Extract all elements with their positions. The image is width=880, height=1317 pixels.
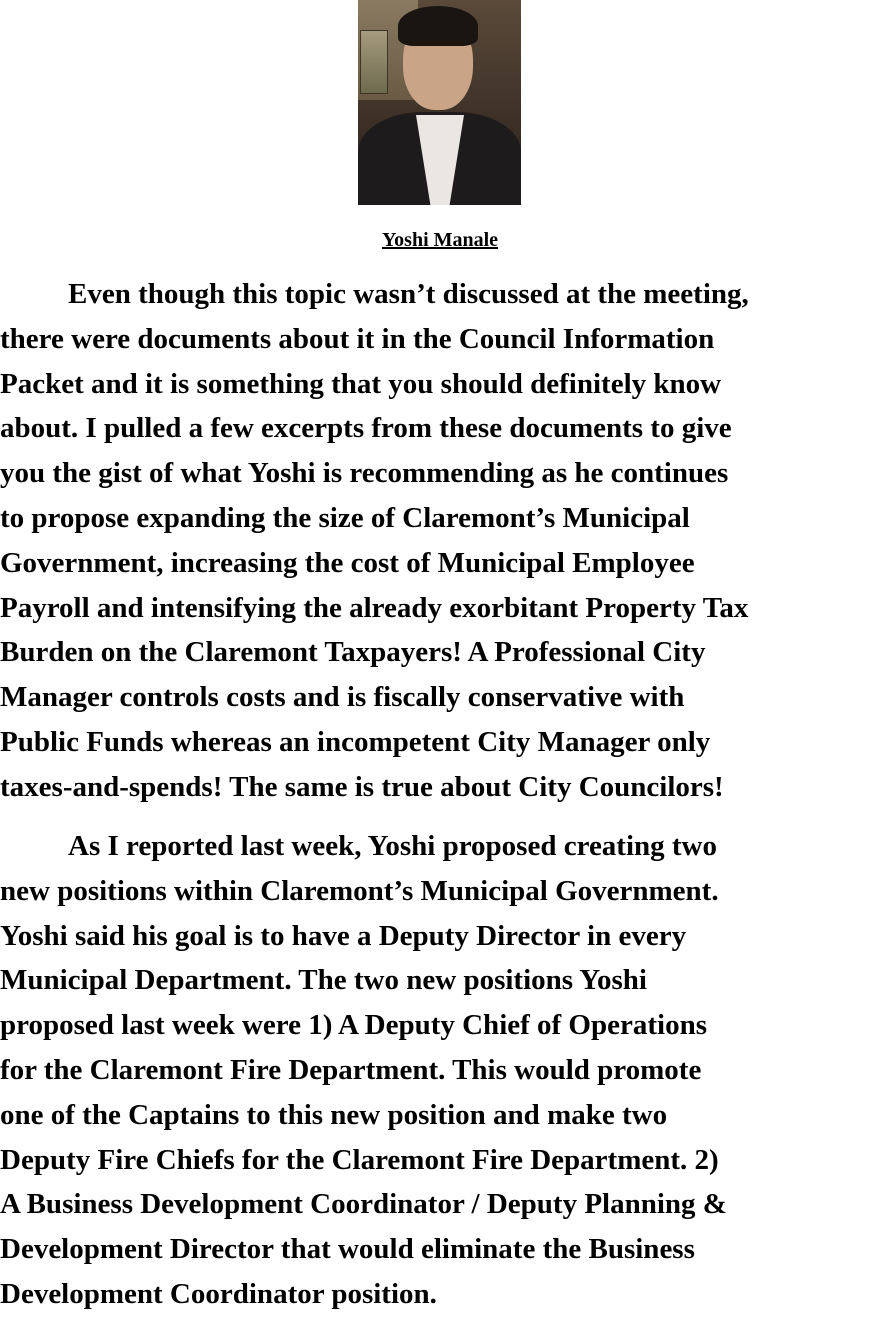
text-line: proposed last week were 1) A Deputy Chief of Operations [0,1009,707,1042]
text-line: Yoshi said his goal is to have a Deputy Director in every [0,919,687,952]
text-line: As I reported last week, Yoshi proposed creating two [68,830,718,862]
text-line: taxes-and-spends! The same is true about City Councilors! [0,770,724,803]
paragraph-1 [0,272,880,810]
text-line: Burden on the Claremont Taxpayers! A Professional City [0,636,706,669]
text-line: Public Funds whereas an incompetent City Manager only [0,725,711,758]
text-line: one of the Captains to this new position and make two [0,1098,668,1131]
text-line: Government, increasing the cost of Municipal Employee [0,546,695,579]
text-line: for the Claremont Fire Department. This would promote [0,1053,702,1086]
photo-caption: Yoshi Manale [381,229,499,251]
text-line: Municipal Department. The two new positions Yoshi [0,964,647,997]
text-line: Payroll and intensifying the already exorbitant Property Tax [0,591,749,624]
text-line: Development Coordinator position. [0,1277,437,1310]
portrait-photo [358,0,521,205]
text-line: Manager controls costs and is fiscally conservative with [0,681,685,714]
text-line: you the gist of what Yoshi is recommending as he continues [0,457,729,490]
text-line: Packet and it is something that you should definitely know [0,367,722,400]
text-line: Deputy Fire Chiefs for the Claremont Fire Department. 2) [0,1143,719,1176]
text-line: new positions within Claremont’s Municipal Government. [0,874,719,907]
text-line: to propose expanding the size of Claremont’s Municipal [0,501,690,534]
text-line: A Business Development Coordinator / Deputy Planning & [0,1188,727,1221]
text-line: Even though this topic wasn’t discussed at the meeting, [68,278,749,310]
text-line: about. I pulled a few excerpts from these documents to give [0,412,732,445]
text-line: Development Director that would eliminate the Business [0,1233,695,1266]
text-line: there were documents about it in the Council Information [0,322,715,355]
paragraph-2 [0,824,880,1317]
